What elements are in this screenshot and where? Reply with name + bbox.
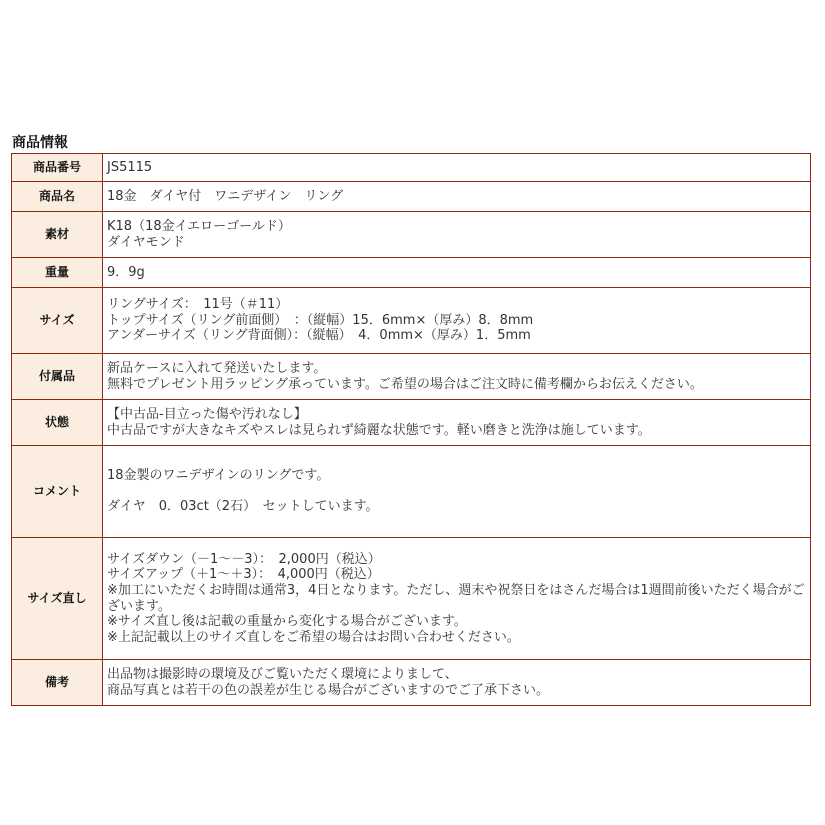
- notes-line: 商品写真とは若干の色の誤差が生じる場合がございますのでご了承下さい。: [107, 682, 550, 698]
- row-notes: [12, 660, 811, 706]
- row-accessories: [12, 354, 811, 400]
- row-condition: [12, 400, 811, 446]
- product-info-table: [11, 153, 811, 706]
- row-label: 備考: [12, 660, 103, 706]
- row-label: 商品番号: [12, 154, 103, 182]
- row-label: サイズ: [12, 288, 103, 354]
- resizing-line: ※加工にいただくお時間は通常3，4日となります。ただし、週末や祝祭日をはさんだ場合は1週間前後いただく場合がございます。: [107, 582, 805, 614]
- row-value: [103, 258, 811, 288]
- size-line: トップサイズ（リング前面側） ：（縦幅）15．6mm×（厚み）8．8mm: [107, 312, 534, 328]
- row-label: 状態: [12, 400, 103, 446]
- condition-line: 【中古品-目立った傷や汚れなし】: [107, 406, 307, 422]
- row-product-number: [12, 154, 811, 182]
- weight-value: 9．9g: [107, 264, 145, 280]
- row-value: [103, 212, 811, 258]
- resizing-line: ※上記記載以上のサイズ直しをご希望の場合はお問い合わせください。: [107, 629, 520, 645]
- row-value: [103, 446, 811, 538]
- row-value: [103, 400, 811, 446]
- size-line: アンダーサイズ（リング背面側）：（縦幅） 4．0mm×（厚み）1．5mm: [107, 328, 531, 344]
- section-title: 商品情報: [12, 135, 68, 151]
- row-label: 商品名: [12, 182, 103, 212]
- row-label: サイズ直し: [12, 538, 103, 660]
- row-comment: [12, 446, 811, 538]
- notes-line: 出品物は撮影時の環境及びご覧いただく環境によりまして、: [107, 666, 458, 682]
- accessories-line: 無料でプレゼント用ラッピング承っています。ご希望の場合はご注文時に備考欄からお伝えください。: [107, 376, 703, 392]
- resizing-line: サイズダウン（－1～－3）： 2,000円（税込）: [107, 551, 381, 567]
- size-line: リングサイズ： 11号（＃11）: [107, 297, 289, 313]
- row-size: [12, 288, 811, 354]
- product-number-value: JS5115: [107, 159, 153, 175]
- row-material: [12, 212, 811, 258]
- resizing-line: ※サイズ直し後は記載の重量から変化する場合がございます。: [107, 614, 467, 630]
- comment-line: 18金製のワニデザインのリングです。: [107, 468, 330, 484]
- row-label: 重量: [12, 258, 103, 288]
- material-line: K18（18金イエローゴールド）: [107, 218, 291, 234]
- row-value: [103, 288, 811, 354]
- row-label: 素材: [12, 212, 103, 258]
- comment-spacer: [107, 484, 806, 500]
- row-weight: [12, 258, 811, 288]
- comment-line: ダイヤ 0．03ct（2石） セットしています。: [107, 499, 379, 515]
- row-label: コメント: [12, 446, 103, 538]
- row-resizing: [12, 538, 811, 660]
- row-value: [103, 538, 811, 660]
- row-product-name: [12, 182, 811, 212]
- row-value: [103, 354, 811, 400]
- product-name-value: 18金 ダイヤ付 ワニデザイン リング: [107, 188, 344, 204]
- material-line: ダイヤモンド: [107, 234, 185, 250]
- row-value: [103, 182, 811, 212]
- row-label: 付属品: [12, 354, 103, 400]
- condition-line: 中古品ですが大きなキズやスレは見られず綺麗な状態です。軽い磨きと洗浄は施しています。: [107, 422, 651, 438]
- row-value: [103, 154, 811, 182]
- accessories-line: 新品ケースに入れて発送いたします。: [107, 360, 327, 376]
- row-value: [103, 660, 811, 706]
- resizing-line: サイズアップ（＋1～＋3）： 4,000円（税込）: [107, 567, 380, 583]
